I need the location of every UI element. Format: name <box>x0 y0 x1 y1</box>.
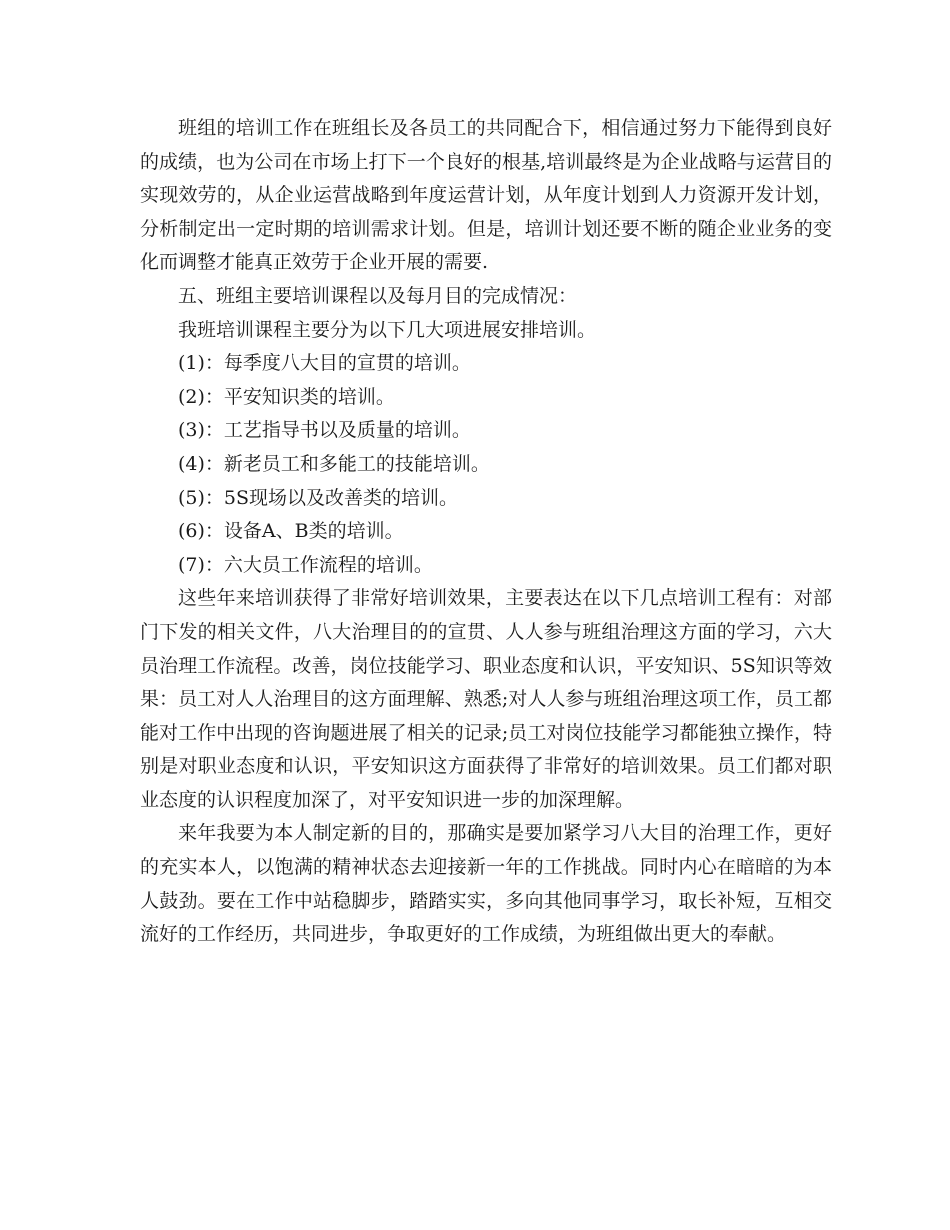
paragraph-next-year-plan: 来年我要为本人制定新的目的，那确实是要加紧学习八大目的治理工作，更好的充实本人，以饱满的精神状态去迎接新一年的工作挑战。同时内心在暗暗的为本人鼓劲。要在工作中站稳脚步，踏踏实实，多向其他同事学习，取长补短，互相交流好的工作经历，共同进步，争取更好的工作成绩，为班组做出更大的奉献。 <box>140 822 832 946</box>
list-item: (7)：六大员工作流程的培训。 <box>178 553 433 576</box>
list-item: (4)：新老员工和多能工的技能培训。 <box>178 452 490 475</box>
paragraph-training-results: 这些年来培训获得了非常好培训效果，主要表达在以下几点培训工程有：对部门下发的相关文件，八大治理目的的宣贯、人人参与班组治理这方面的学习，六大员治理工作流程。改善，岗位技能学习、职业态度和认识，平安知识、5S知识等效果：员工对人人治理目的这方面理解、熟悉;对人人参与班组治理这项工作，员工都能对工作中出现的咨询题进展了相关的记录;员工对岗位技能学习都能独立操作，特别是对职业态度和认识，平安知识这方面获得了非常好的培训效果。员工们都对职业态度的认识程度加深了，对平安知识进一步的加深理解。 <box>140 587 832 811</box>
document-body <box>140 112 832 952</box>
list-item: (3)：工艺指导书以及质量的培训。 <box>178 419 471 442</box>
section-heading: 五、班组主要培训课程以及每月目的完成情况： <box>178 284 578 307</box>
list-item: (1)：每季度八大目的宣贯的培训。 <box>178 352 471 375</box>
paragraph-training-goals: 班组的培训工作在班组长及各员工的共同配合下，相信通过努力下能得到良好的成绩，也为公司在市场上打下一个良好的根基,培训最终是为企业战略与运营目的实现效劳的，从企业运营战略到年度运营计划，从年度计划到人力资源开发计划，分析制定出一定时期的培训需求计划。但是，培训计划还要不断的随企业业务的变化而调整才能真正效劳于企业开展的需要. <box>140 117 832 274</box>
list-item: (5)：5S现场以及改善类的培训。 <box>178 486 459 509</box>
list-item: (2)：平安知识类的培训。 <box>178 385 395 408</box>
intro-line: 我班培训课程主要分为以下几大项进展安排培训。 <box>178 318 597 341</box>
list-item: (6)：设备A、B类的培训。 <box>178 520 404 543</box>
